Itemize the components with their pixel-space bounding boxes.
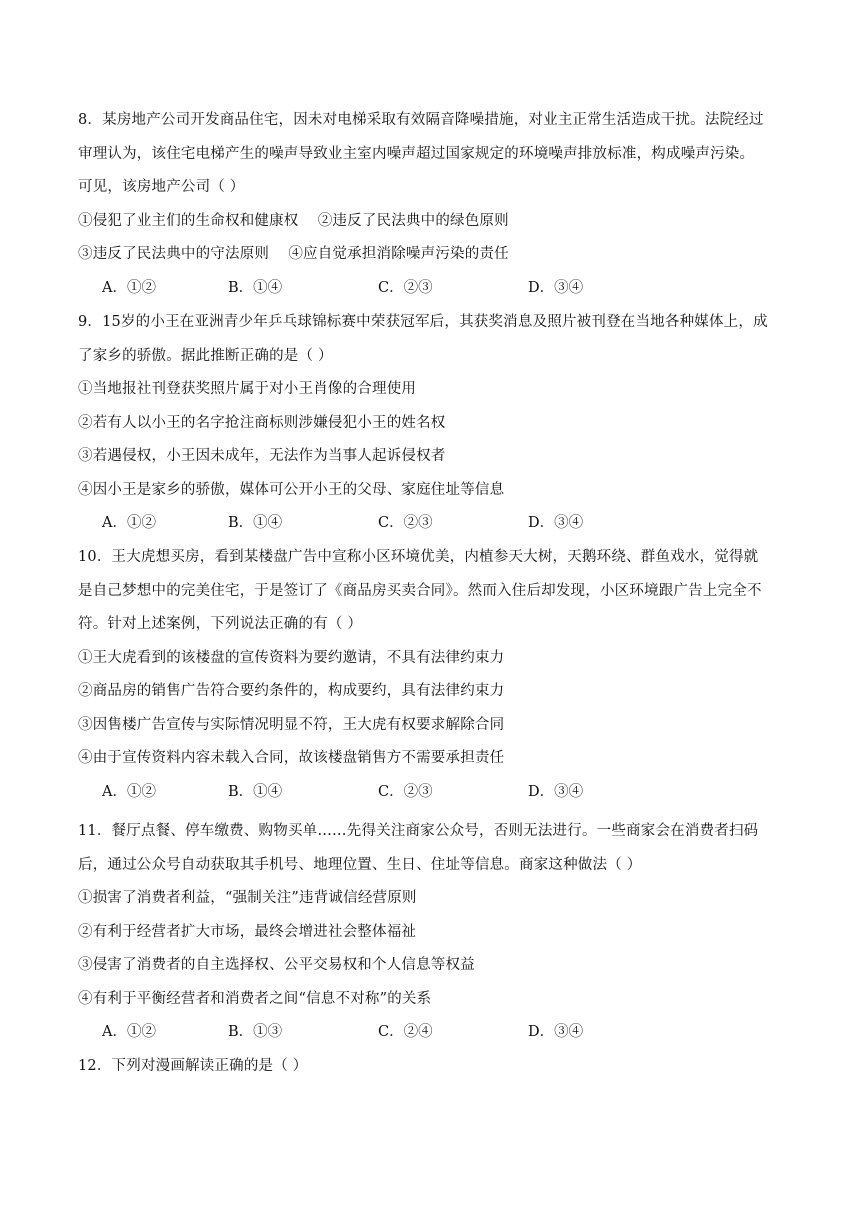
statement-line: ③若遇侵权，小王因未成年，无法作为当事人起诉侵权者 [78,448,446,464]
statement-line: ③侵害了消费者的自主选择权、公平交易权和个人信息等权益 [78,957,475,973]
statement-line: ③因售楼广告宣传与实际情况明显不符，王大虎有权要求解除合同 [78,716,505,733]
statement-line: ②有利于经营者扩大市场，最终会增进社会整体福祉 [78,923,417,940]
statement-line: ④有利于平衡经营者和消费者之间“信息不对称”的关系 [78,990,432,1007]
question-stem-line: 后，通过公众号自动获取其手机号、地理位置、生日、住址等信息。商家这种做法（ ） [78,856,642,873]
statement-line: ①当地报社刊登获奖照片属于对小王肖像的合理使用 [78,381,417,397]
question-8 [78,104,786,305]
option-a[interactable]: A．①② [102,1024,156,1040]
statement-line: ④因小王是家乡的骄傲，媒体可公开小王的父母、家庭住址等信息 [78,481,505,498]
statement-line: ④由于宣传资料内容未载入合同，故该楼盘销售方不需要承担责任 [78,750,505,766]
option-d[interactable]: D．③④ [528,783,584,800]
answer-options [78,507,786,541]
question-stem-line: 9．15岁的小王在亚洲青少年乒乓球锦标赛中荣获冠军后，其获奖消息及照片被刊登在当地各种媒体上，成 [78,314,768,330]
option-b[interactable]: B．①④ [228,783,283,800]
question-stem-line: 10．王大虎想买房，看到某楼盘广告中宣称小区环境优美，内植参天大树，天鹅环绕、群鱼戏水，觉得就 [78,549,759,565]
question-stem-line: 是自己梦想中的完美住宅，于是签订了《商品房买卖合同》。然而入住后却发现，小区环境跟广告上完全不 [78,582,762,599]
question-stem-line: 可见，该房地产公司（ ） [78,179,245,195]
option-c[interactable]: C．②③ [378,279,433,296]
option-c[interactable]: C．②④ [378,1024,433,1040]
option-c[interactable]: C．②③ [378,783,433,800]
option-c[interactable]: C．②③ [378,515,433,531]
option-d[interactable]: D．③④ [528,279,584,296]
answer-options [78,1016,786,1050]
question-stem-line: 11．餐厅点餐、停车缴费、购物买单……先得关注商家公众号，否则无法进行。一些商家会在消费者扫码 [78,823,759,839]
question-11 [78,815,786,1050]
option-d[interactable]: D．③④ [528,515,584,531]
statement-line: ②若有人以小王的名字抢注商标则涉嫌侵犯小王的姓名权 [78,414,446,431]
statement-line: ②商品房的销售广告符合要约条件的，构成要约，具有法律约束力 [78,683,505,699]
answer-options [78,776,786,810]
question-9 [78,306,786,541]
statement-line: ①王大虎看到的该楼盘的宣传资料为要约邀请，不具有法律约束力 [78,649,505,666]
option-b[interactable]: B．①④ [228,515,283,531]
option-a[interactable]: A．①② [102,279,156,296]
statement-line: ③违反了民法典中的守法原则 ④应自觉承担消除噪声污染的责任 [78,246,509,262]
question-12 [78,1050,786,1084]
option-a[interactable]: A．①② [102,515,156,531]
statement-line: ①侵犯了业主们的生命权和健康权 ②违反了民法典中的绿色原则 [78,212,509,229]
question-stem-line: 符。针对上述案例，下列说法正确的有（ ） [78,616,363,632]
statement-line: ①损害了消费者利益，“强制关注”违背诚信经营原则 [78,890,417,906]
question-10 [78,541,786,809]
question-stem-line: 12．下列对漫画解读正确的是（ ） [78,1058,308,1074]
option-b[interactable]: B．①④ [228,279,283,296]
question-stem-line: 8．某房地产公司开发商品住宅，因未对电梯采取有效隔音降噪措施，对业主正常生活造成干扰。法院经过 [78,112,764,128]
question-stem-line: 了家乡的骄傲。据此推断正确的是（ ） [78,347,333,364]
option-b[interactable]: B．①③ [228,1024,283,1040]
answer-options [78,272,786,306]
option-d[interactable]: D．③④ [528,1024,584,1040]
option-a[interactable]: A．①② [102,783,156,800]
question-stem-line: 审理认为，该住宅电梯产生的噪声导致业主室内噪声超过国家规定的环境噪声排放标准，构成噪声污染。 [78,145,755,162]
